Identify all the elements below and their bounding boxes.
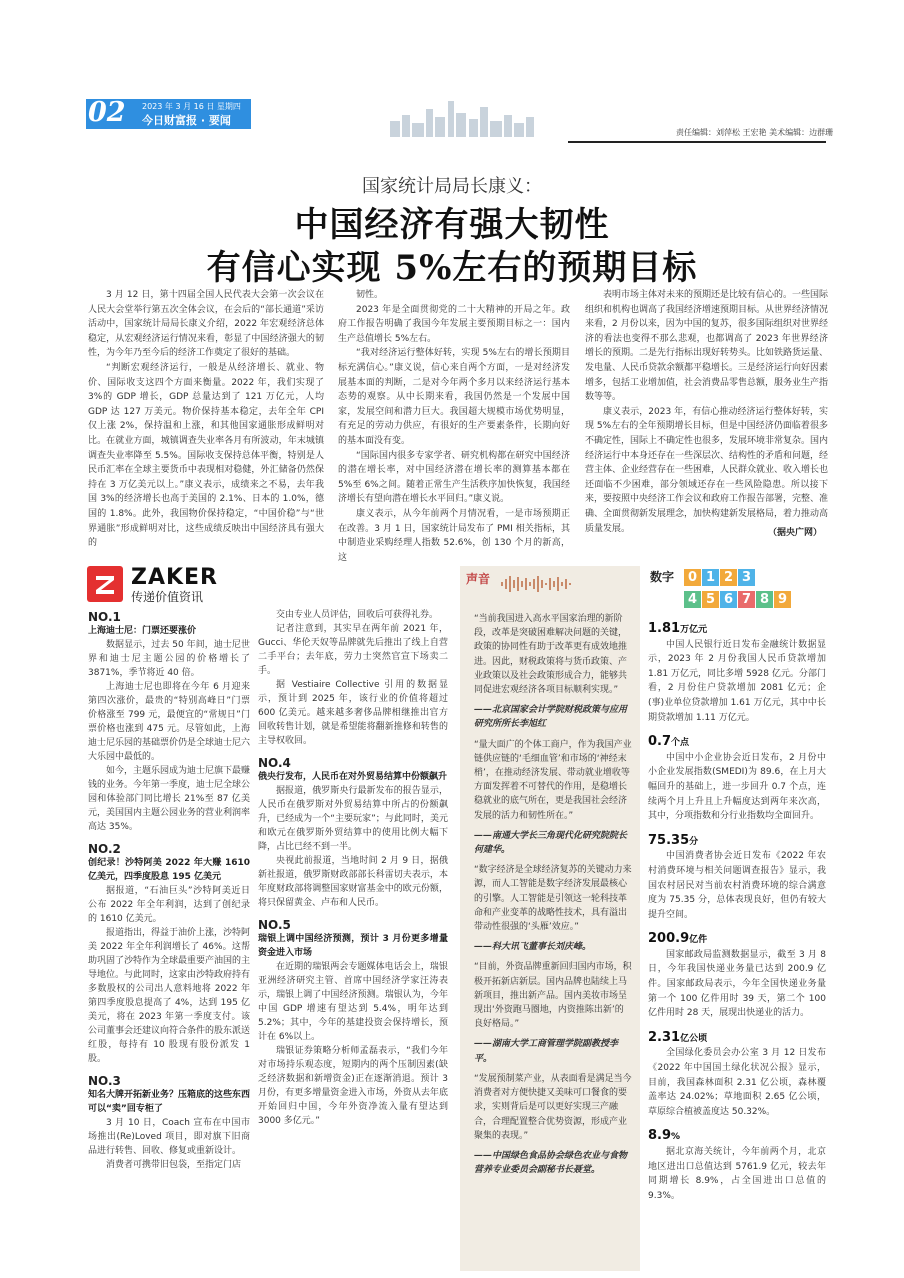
news-paragraph: 据 Vestiaire Collective 引用的数据显示，预计到 2025 年，该行业的价值将超过 600 亿美元。越来越多奢侈品牌相继推出官方回收转售计划，就是希望能将翻新推修和转售的主导权收回。 (258, 680, 448, 746)
quote-text: “目前，外资品牌重新回归国内市场，积极开拓新店新层。国内品牌也陆续上马新项目，推出新产品。国内美妆市场呈现出‘外资跑马圈地，内资推陈出新’的良好格局。” (474, 962, 632, 1030)
news-paragraph: 在近期的瑞银两会专题媒体电话会上，瑞银亚洲经济研究主管、首席中国经济学家汪涛表示，瑞银上调了中国经济预测。瑞银认为，今年中国 GDP 增速有望达到 5.4%，明年达到 5.2%；其中，今年的基建投资会保持增长，预计在 6%以上。 (258, 962, 448, 1042)
quote-attribution: ——湖南大学工商管理学院副教授李平。 (474, 1039, 619, 1064)
stat-value: 0.7 (648, 734, 672, 750)
quote-attribution: ——科大讯飞董事长刘庆峰。 (474, 942, 592, 953)
stat-unit: 分 (689, 836, 699, 847)
skyline-illustration (386, 97, 546, 137)
editor-credits: 责任编辑：刘萍松 王宏艳 美术编辑：边群珊 (676, 128, 834, 137)
stat-unit: 万亿元 (680, 625, 708, 635)
news-paragraph: 交由专业人员评估，回收后可获得礼券。 (276, 610, 439, 620)
article-paragraph: 2023 年是全面贯彻党的二十大精神的开局之年。政府工作报告明确了我国今年发展主要预期目标之一：国内生产总值增长 5%左右。 (338, 304, 570, 344)
article-paragraph: 康义表示，从今年前两个月情况看，一是市场预期正在改善。3 月 1 日，国家统计局发布了 PMI 相关指标，其中制造业采购经理人指数 52.6%，创 130 个月的新高，这 (338, 508, 570, 563)
article-source: （据央广网） (768, 528, 823, 538)
quote-text: “发展预制菜产业，从表面看是满足当今消费者对方便快捷又美味可口餐食的要求，实则背后是可以更好实现三产融合，合理配置整合优势资源，形成产业聚集的表现。” (474, 1073, 632, 1141)
article-paragraph: 3 月 12 日，第十四届全国人民代表大会第一次会议在人民大会堂举行第五次全体会议，在会后的“部长通道”采访活动中，国家统计局局长康义介绍，2022 年宏观经济总体稳定，从宏观经济运行情况来看，彰显了中国经济强大的韧性，为今年乃至今后的经济工作奠定了很好的基础。 (88, 290, 324, 359)
stat-text: 中国中小企业协会近日发布，2 月份中小企业发展指数(SMEDI)为 89.6，在上月大幅回升的基础上，进一步回升 0.7 个点，连续两个月上升且上升幅度达到两年来次高，其中，分项指数和分行业指数均全面回升。 (648, 752, 826, 822)
digit-tile: 7 (738, 591, 755, 608)
stat-value: 1.81 (648, 621, 681, 636)
digit-tile: 5 (702, 591, 719, 608)
news-number: NO.1 (88, 610, 121, 624)
headline-line-1: 中国经济有强大韧性 (294, 205, 610, 245)
stat-value: 200.9 (648, 931, 690, 947)
stat-unit: 个点 (671, 738, 690, 749)
stat-text: 国家邮政局监测数据显示，截至 3 月 8 日，今年我国快递业务量已达到 200.9 亿件。国家邮政局表示，今年全国快递业务量第一个 100 亿件用时 39 天，第二个 100 亿件用时 28 天，展现出快递业的活力。 (648, 949, 826, 1019)
stat-unit: 亿公顷 (680, 1033, 708, 1044)
news-paragraph: 记者注意到，其实早在两年前 2021 年，Gucci、华伦天奴等品牌就先后推出了线上自营二手平台；去年底，劳力士突然官宣下场卖二手。 (258, 624, 448, 676)
quote-text: “量大面广的个体工商户，作为我国产业链供应链的‘毛细血管’和市场的‘神经末梢’，在推动经济发展、带动就业增收等方面发挥着不可替代的作用，是稳增长稳就业的底气所在，更是我国社会经济发展的活力和韧性所在。” (474, 739, 632, 821)
news-title: 俄央行发布，人民币在对外贸易结算中份额飙升 (258, 772, 448, 782)
page-header (86, 95, 834, 145)
news-paragraph: 数据显示，过去 50 年间，迪士尼世界和迪士尼主题公园的价格增长了 3871%，季节将近 40 倍。 (88, 640, 250, 678)
news-paragraph: 央视此前报道，当地时间 2 月 9 日，据俄新社报道，俄罗斯财政部部长科雷切夫表示，本年度财政部将调整国家财富基金中的欧元份额，将只保留黄金、卢布和人民币。 (258, 856, 448, 908)
stat-value: 2.31 (648, 1029, 681, 1045)
stat-text: 中国消费者协会近日发布《2022 年农村消费环境与相关问题调查报告》显示，我国农村居民对当前农村消费环境的综合满意度为 75.35 分，总体表现良好，但仍有较大提升空间。 (648, 851, 826, 920)
numbers-label: 数字 (650, 570, 675, 584)
stat-unit: 亿件 (689, 935, 708, 946)
digit-tile: 8 (756, 591, 773, 608)
news-title: 创纪录！沙特阿美 2022 年大赚 1610 亿美元，四季度股息 195 亿美元 (88, 858, 250, 882)
stat-figure (648, 1129, 826, 1145)
news-paragraph: 消费者可携带旧包袋，至指定门店 (106, 1160, 242, 1170)
stat-value: 8.9 (648, 1128, 672, 1144)
digit-tile: 3 (738, 569, 755, 586)
numbers-list (648, 612, 826, 1203)
digit-tile: 4 (684, 591, 701, 608)
news-number: NO.2 (88, 842, 121, 856)
digit-tile: 6 (720, 591, 737, 608)
quote-attribution: ——北京国家会计学院财税政策与应用研究所所长李旭红 (474, 705, 628, 730)
soundwave-icon (500, 574, 630, 594)
zaker-tagline: 传递价值资讯 (131, 590, 204, 604)
stat-figure (648, 1031, 826, 1047)
article-paragraph: 表明市场主体对未来的预期还是比较有信心的。一些国际组织和机构也调高了我国经济增速预期目标。从世界经济情况来看，2 月份以来，因为中国的复苏，很多国际组织对世界经济的看法也变得不那么悲观，也都调高了 2023 年世界经济增长的预期。二是先行指标出现好转势头。比如铁路货运量、发电量、人民币贷款余额都平稳增长。三是经济运行向好因素增多，包括工业增加值，社会消费品零售总额，服务业生产指数等等。 (585, 290, 829, 403)
stat-figure (648, 834, 826, 850)
news-paragraph: 3 月 10 日，Coach 宣布在中国市场推出(Re)Loved 项目，即对旗下旧商品进行转售、回收、修复或重新设计。 (88, 1118, 250, 1156)
article-paragraph: 韧性。 (356, 290, 384, 300)
news-number: NO.5 (258, 918, 291, 932)
news-paragraph: 瑞银证券策略分析师孟磊表示，“我们今年对市场持乐观态度，短期内的两个压制因素(缺乏经济数据和新增资金)正在逐渐消退。预计 3 月份，有更多增量资金进入市场，外资从去年底开始回归中国，今年外资净流入量有望达到 3000 多亿元。” (258, 1046, 448, 1126)
voice-quotes (474, 612, 632, 1183)
article-paragraph: “国际国内很多专家学者、研究机构都在研究中国经济的潜在增长率，对中国经济潜在增长率的测算基本都在 5%至 6%之间。随着正常生产生活秩序加快恢复，我国经济增长有望向潜在增长水平回归。”康义说。 (338, 450, 570, 505)
quote-text: “数字经济是全球经济复苏的关键动力来源，而人工智能是数字经济发展最核心的引擎。人工智能是引领这一轮科技革命和产业变革的战略性技术，具有溢出带动性很强的‘头雁’效应。” (474, 865, 632, 933)
issue-date: 2023 年 3 月 16 日 星期四 (142, 102, 241, 111)
quote-text: “当前我国进入高水平国家治理的新阶段，改革是突破困难解决问题的关键，政策的协同性有助于改革更有成效地推进。因此，财税政策将与货币政策、产业政策以及社会政策形成合力，能够共同促进宏观经济各项目标顺利实现。” (474, 614, 628, 696)
headline-line-2: 有信心实现 5%左右的预期目标 (206, 248, 698, 288)
news-title: 上海迪士尼：门票还要涨价 (88, 626, 197, 636)
news-title: 瑞银上调中国经济预测，预计 3 月份更多增量资金进入市场 (258, 934, 448, 958)
zaker-name: ZAKER (131, 565, 218, 590)
stat-figure (648, 932, 826, 948)
quote-attribution: ——中国绿色食品协会绿色农业与食物营养专业委员会副秘书长聂堂。 (474, 1150, 628, 1176)
headline-kicker: 国家统计局局长康义： (362, 176, 542, 197)
voice-panel (460, 566, 640, 1271)
article-column-2 (338, 288, 570, 563)
digit-tile: 1 (702, 569, 719, 586)
news-paragraph: 如今，主题乐园成为迪士尼旗下最赚钱的业务。今年第一季度，迪士尼全球公园和体验部门同比增长 21%至 87 亿美元，美国国内主题公园业务的营业利润率高达 35%。 (88, 766, 251, 832)
page-number: 02 (88, 97, 126, 128)
section-name: 今日财富报 · 要闻 (142, 114, 231, 127)
voice-label: 声音 (466, 572, 491, 586)
stat-text: 中国人民银行近日发布金融统计数据显示，2023 年 2 月份我国人民币贷款增加 1.81 万亿元，同比多增 5928 亿元。分部门看，2 月份住户贷款增加 2081 亿元；企(事)业单位贷款增加 1.61 万亿元，其中中长期贷款增加 1.11 万亿元。 (648, 639, 826, 723)
stat-text: 全国绿化委员会办公室 3 月 12 日发布《2022 年中国国土绿化状况公报》显示，目前，我国森林面积 2.31 亿公顷，森林覆盖率达 24.02%；草地面积 2.65 亿公顷，草原综合植被盖度达 50.32%。 (648, 1048, 826, 1117)
digit-tile: 0 (684, 569, 701, 586)
digit-tile: 9 (774, 591, 791, 608)
stat-value: 75.35 (648, 832, 690, 848)
quote-attribution: ——南通大学长三角现代化研究院院长何建华。 (474, 830, 628, 856)
news-paragraph: 上海迪士尼也即将在今年 6 月迎来第四次涨价，最贵的“特别高峰日”门票价格涨至 799 元，最便宜的“常规日”门票价格也涨到 475 元。尽管如此，上海迪士尼乐园的基础票价仍是全球迪士尼六大乐园中最低的。 (88, 682, 251, 762)
news-column-2 (258, 608, 448, 1274)
news-number: NO.4 (258, 756, 291, 770)
news-number: NO.3 (88, 1074, 121, 1088)
news-title: 知名大牌开拓新业务？压箱底的这些东西可以“卖”回专柜了 (88, 1090, 251, 1114)
digit-tiles (684, 566, 864, 610)
article-paragraph: “判断宏观经济运行，一般是从经济增长、就业、物价、国际收支这四个方面来衡量。2022 年，我们实现了3%的 GDP 增长，GDP 总量达到了 121 万亿元，人均 GDP 达 127 万美元。物价保持基本稳定，去年全年 CPI 仅上涨 2%，保持温和上涨，和其他国家通胀形成鲜明对比。在就业方面，城镇调查失业率各月有所波动，年末城镇调查失业率降至 5.5%。国际收支保持总体平衡，特别是人民币汇率在全球主要货币中表现相对稳健，外汇储备仍然保持在 3 万亿美元以上。”康义表示，成绩来之不易，去年我国 3%的经济增长也高于美国的 2.1%、日本的 1.0%，德国的 1.8%。此外，我国物价保持稳定，“中国价稳”与“世界通胀”形成鲜明对比，这些成绩反映出中国经济具有强大的 (88, 362, 324, 549)
news-paragraph: 报道指出，得益于油价上涨，沙特阿美 2022 年全年利润增长了 46%。这帮助巩固了沙特作为全球最重要产油国的主导地位。与此同时，这家由沙特政府持有多数股权的公司出人意料地将 2022 年第四季度股息提高了 4%，达到 195 亿美元，将在 2023 年第一季度支付。该公司董事会还建议向符合条件的股东派送红股，每持有 10 股现有股份派发 1 股。 (88, 928, 251, 1064)
news-paragraph: 据报道，俄罗斯央行最新发布的报告显示，人民币在俄罗斯对外贸易结算中所占的份额飙升，已经成为一个“主要玩家”；与此同时，美元和欧元在俄罗斯外贸结算中的使用比例大幅下降，占比已经不到一半。 (258, 786, 448, 852)
stat-figure (648, 735, 826, 751)
stat-unit: % (671, 1132, 681, 1143)
zaker-logo-icon (87, 566, 123, 602)
stat-figure (648, 622, 826, 638)
article-paragraph: 康义表示，2023 年，有信心推动经济运行整体好转，实现 5%左右的全年预期增长目标，但是中国经济仍面临着很多不确定性，国际上不确定性也很多，发展环境非常复杂。国内经济运行中本身还存在一些深层次、结构性的矛盾和问题，经营主体、企业经营存在一些困难，人民群众就业、收入增长也还面临不少困难，部分领域还存在一些风险隐患。所以接下来，要按照中央经济工作会议和政府工作报告部署，完整、准确、全面贯彻新发展理念，加快构建新发展格局，着力推动高质量发展。 (585, 406, 829, 534)
news-paragraph: 据报道，“石油巨头”沙特阿美近日公布 2022 年全年利润，达到了创纪录的 1610 亿美元。 (88, 886, 250, 924)
news-column-1 (88, 602, 250, 1274)
article-paragraph: “我对经济运行整体好转，实现 5%左右的增长预期目标充满信心。”康义说，信心来自两个方面，一是对经济发展基本面的判断，二是对今年两个多月以来经济运行基本态势的观察。从中长期来看，我国仍然是一个发展中国家，发展空间和潜力巨大。我国超大规模市场优势明显，有充足的劳动力供应，有很好的生产要素条件，长期向好的基本面没有变。 (338, 348, 570, 446)
header-rule (568, 141, 826, 143)
stat-text: 据北京海关统计，今年前两个月，北京地区进出口总值达到 5761.9 亿元，较去年同期增长 8.9%，占全国进出口总值的 9.3%。 (648, 1147, 826, 1201)
article-column-1 (88, 288, 324, 549)
digit-tile: 2 (720, 569, 737, 586)
